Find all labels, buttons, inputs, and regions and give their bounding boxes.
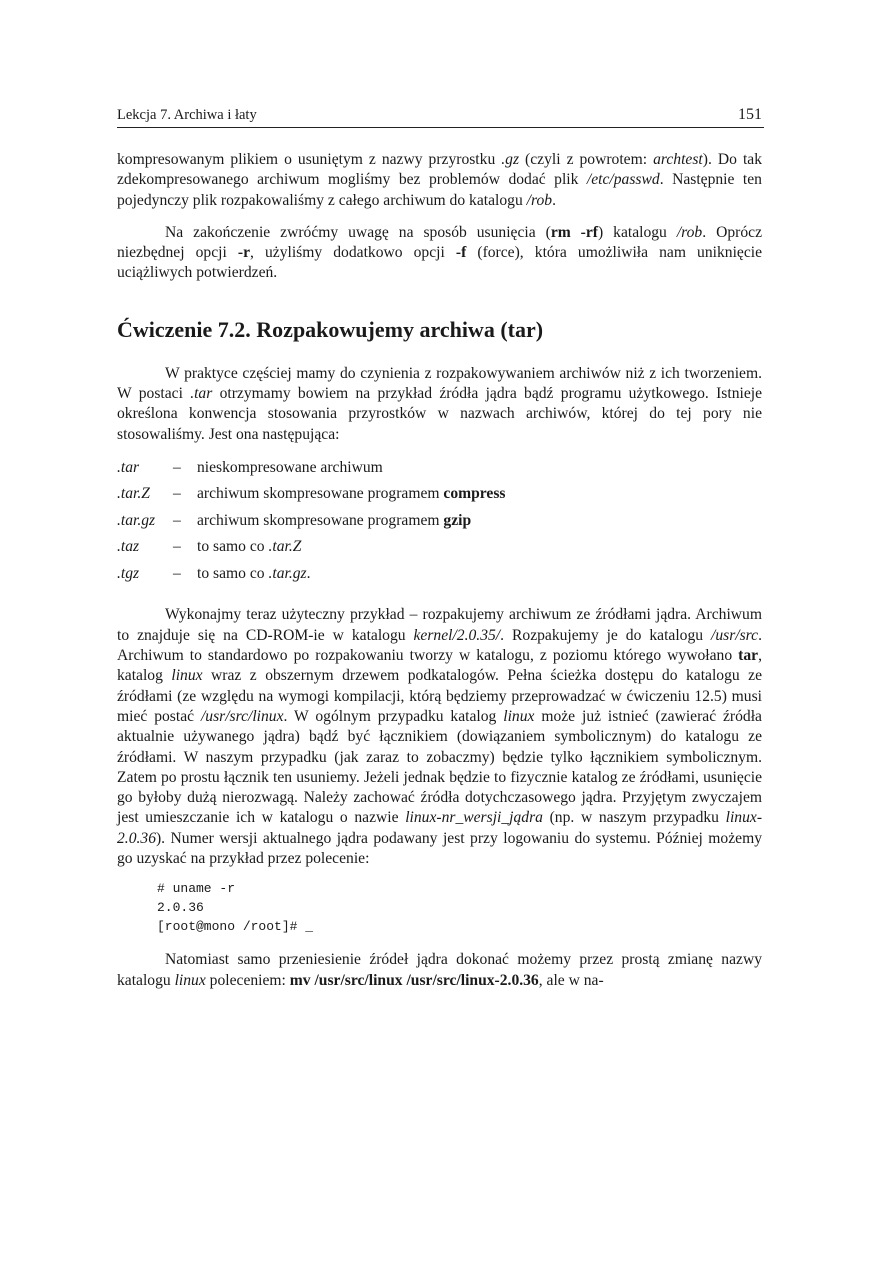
paragraph-2-run: ) katalogu [598,223,677,241]
paragraph-4-run: może już istnieć (zawierać źródła aktualnie używanego jądra) bądź być łącznikiem (dowiązaniem symbolicznym) do katalogu ze źródłami. W naszym przypadku (jak zaraz to zobaczmy) będzie tylko łącznikiem symbolicznym. Zatem po prostu łącznik ten usuniemy. Jeżeli jednak będzie to fizycznie katalog ze źródłami, usunięcie go byłoby dużą nierozwagą. Należy zachować źródła dotychczasowego jądra. Przyjętym zwyczajem jest umieszczanie ich w katalogu o nazwie [117,707,762,827]
paragraph-4-run: linux [503,707,535,725]
paragraph-3-run: .tar [190,385,213,403]
paragraph-4-run: wraz z obszernym drzewem podkatalogów. Pełna ścieżka dostępu do katalogu ze źródłami (ze względu na wymogi kompilacji, którą będziemy przeprowadzać w ćwiczeniu 12.5) musi mieć postać [117,667,762,725]
paragraph-4-run: linux-2.0.36 [117,809,763,847]
extension-description [197,561,311,588]
extension-description-run: to samo co [197,564,269,582]
paragraph-5-run: mv /usr/src/linux /usr/src/linux-2.0.36 [289,971,539,989]
paragraph-1-run: (czyli z powrotem: [519,151,654,168]
extension-description-run: archiwum skompresowane programem [197,511,444,529]
extension-name: .tar.gz [117,511,156,529]
extension-name: .tar.Z [117,485,150,503]
extension-description-run: . [306,564,311,582]
paragraph-5 [117,950,762,991]
section-heading: Ćwiczenie 7.2. Rozpakowujemy archiwa (tar) [117,316,544,342]
extension-item [117,508,762,535]
paragraph-5-run: linux [174,971,206,989]
paragraph-4-run: . W ogólnym przypadku katalog [283,707,504,725]
paragraph-4-run: , katalog [117,647,762,685]
extension-dash: – [173,485,181,503]
code-line: 2.0.36 [157,900,204,916]
extension-item [117,561,762,588]
extension-name: .taz [117,538,140,556]
page-number: 151 [738,106,762,123]
paragraph-4-run: /usr/src/linux [200,707,284,725]
paragraph-2-run: . Oprócz niezbędnej opcji [117,223,762,262]
paragraph-4-run: linux-nr_wersji_jądra [405,809,543,827]
paragraph-4-run: (np. w naszym przypadku [542,809,726,827]
paragraph-3-run: otrzymamy bowiem na przykład źródła jądra bądź programu użytkowego. Istnieje określona konwencja stosowania przyrostków w nazwach archiwów, której do tej pory nie stosowaliśmy. Jest ona następująca: [117,385,762,443]
paragraph-4-run: linux [171,667,203,685]
paragraph-4-run: . Rozpakujemy je do katalogu [500,626,712,644]
paragraph-2 [117,223,762,284]
code-block [157,879,762,936]
extension-description-run: .tar.gz [268,564,307,582]
extension-item [117,455,762,482]
extension-description [197,508,471,535]
page-body [117,150,762,991]
paragraph-1 [117,150,762,211]
paragraph-2-run: /rob [676,223,703,241]
paragraph-4-run: . Archiwum to standardowo po rozpakowaniu tworzy w katalogu, z poziomu którego wywołano [117,626,762,665]
paragraph-1-run: .gz [501,151,520,168]
paragraph-4-run: kernel/2.0.35/ [413,626,501,644]
code-line: # uname -r [157,881,236,897]
extension-description [197,534,301,561]
extension-dash: – [173,511,181,529]
extension-dash: – [173,564,181,582]
extension-description-run: nieskompresowane archiwum [197,458,383,476]
extension-list [117,455,762,588]
extension-description-run: to samo co [197,538,269,556]
extension-description-run: archiwum skompresowane programem [197,485,444,503]
paragraph-1-run: archtest [653,151,703,168]
extension-dash: – [173,458,181,476]
extension-dash: – [173,538,181,556]
extension-description-run: .tar.Z [268,538,302,556]
extension-item [117,534,762,561]
extension-description-run: gzip [443,511,472,529]
paragraph-2-run: Na zakończenie zwróćmy uwagę na sposób usunięcia ( [165,223,551,241]
paragraph-4-run: ). Numer wersji aktualnego jądra podawany jest przy logowaniu do systemu. Później możemy go uzyskać na przykład przez polecenie: [117,829,762,868]
paragraph-1-run: . [552,191,556,209]
paragraph-1-run: ). Do tak zdekompresowanego archiwum mogliśmy bez problemów dodać plik [117,151,763,189]
extension-description-run: compress [443,485,506,503]
paragraph-2-run: -f [455,244,467,262]
paragraph-4-run: tar [738,647,759,665]
paragraph-5-run: , ale w na- [538,971,604,989]
running-header [117,103,764,128]
paragraph-1-run: /rob [526,191,553,209]
paragraph-1-run: . Następnie ten pojedynczy plik rozpakowaliśmy z całego archiwum do katalogu [117,171,762,209]
code-line: [root@mono /root]# _ [157,919,314,935]
paragraph-3-run: W praktyce częściej mamy do czynienia z rozpakowywaniem archiwów niż z ich tworzeniem. W postaci [117,364,762,403]
paragraph-2-run: rm -rf [550,223,598,241]
extension-name: .tgz [117,564,140,582]
paragraph-4-run: /usr/src [711,626,759,644]
paragraph-5-run: Natomiast samo przeniesienie źródeł jądra dokonać możemy przez prostą zmianę nazwy katalogu [117,951,762,989]
paragraph-4 [117,605,762,869]
paragraph-2-run: (force), która umożliwiła nam uniknięcie uciążliwych potwierdzeń. [117,244,763,282]
paragraph-3 [117,364,762,445]
extension-description [197,481,505,508]
extension-description [197,455,383,482]
paragraph-1-run: kompresowanym plikiem o usuniętym z nazwy przyrostku [117,151,502,168]
paragraph-4-run: Wykonajmy teraz użyteczny przykład – rozpakujemy archiwum ze źródłami jądra. Archiwum to znajduje się na CD-ROM-ie w katalogu [117,606,762,644]
paragraph-2-run: , użyliśmy dodatkowo opcji [250,244,456,262]
extension-name: .tar [117,458,140,476]
paragraph-2-run: -r [237,244,251,262]
extension-item [117,481,762,508]
header-title: Lekcja 7. Archiwa i łaty [117,107,257,123]
paragraph-1-run: /etc/passwd [586,171,660,189]
paragraph-5-run: poleceniem: [205,971,290,989]
